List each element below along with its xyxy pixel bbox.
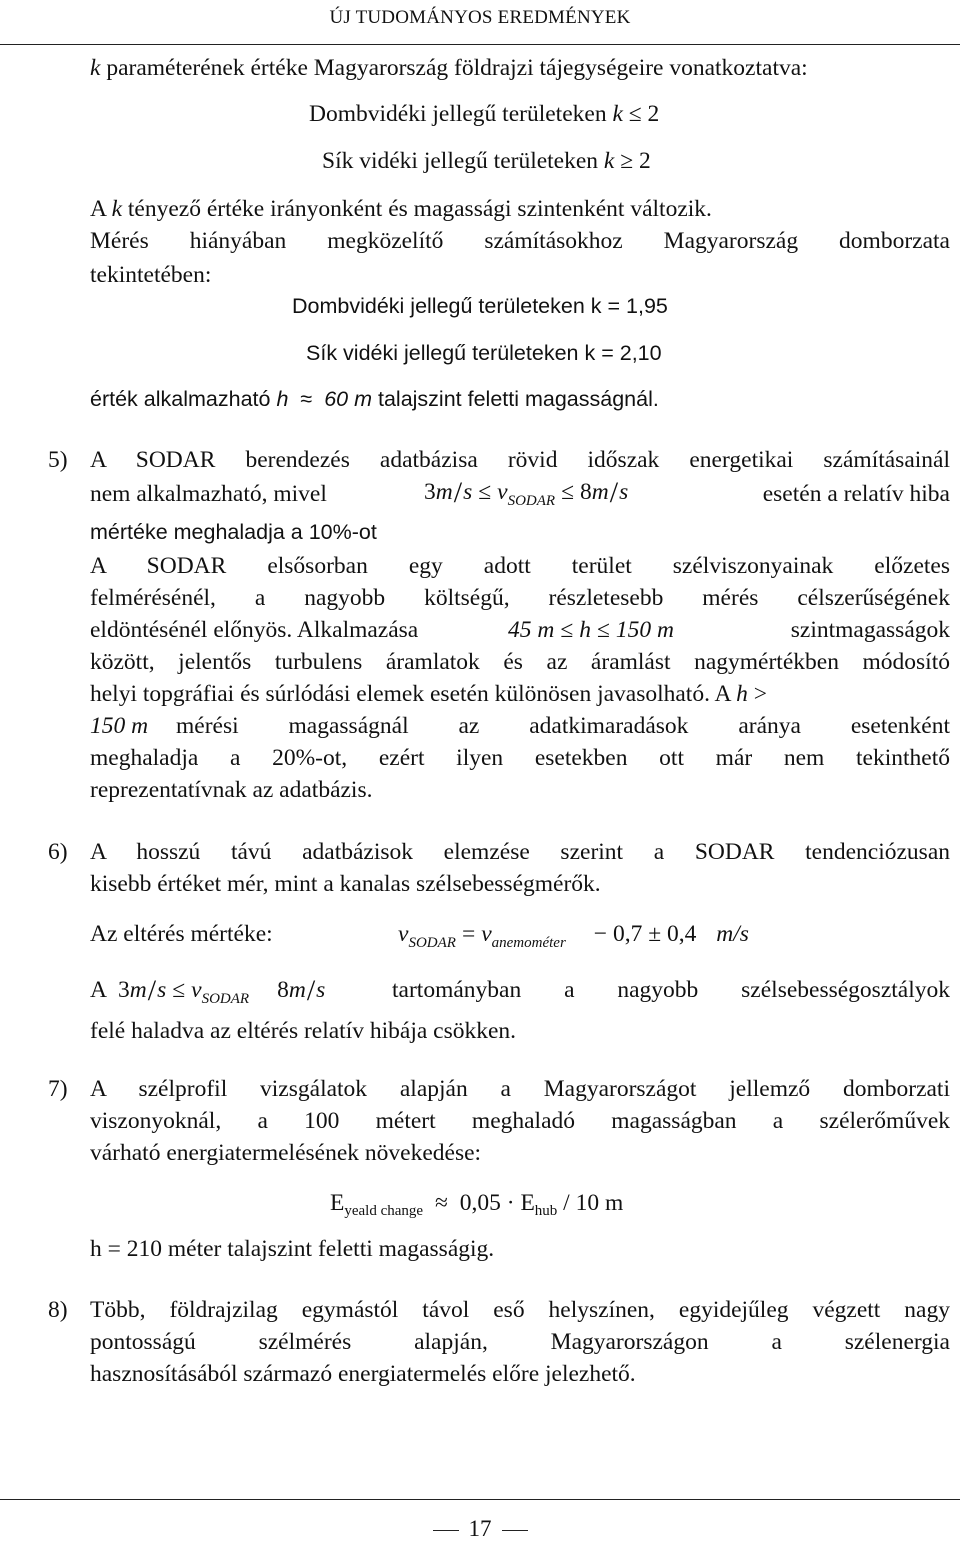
footer-rule — [0, 1499, 960, 1500]
item5-line: reprezentatívnak az adatbázis. — [90, 777, 373, 803]
item5-line: között, jelentős turbulens áramlatok és az áramlást nagymértékben módosító — [90, 649, 950, 675]
item5-line: mértéke meghaladja a 10%-ot — [90, 520, 377, 544]
k-sik-line: Sík vidéki jellegű területeken k ≥ 2 — [322, 148, 651, 174]
paragraph-line: A k tényező értéke irányonként és magassági szintenként változik. — [90, 196, 712, 222]
running-header: ÚJ TUDOMÁNYOS EREDMÉNYEK — [329, 7, 631, 28]
deviation-formula: $v_{SODAR} = v_{anemométer} - 0,7 \pm 0,4$ m/s — [398, 921, 749, 951]
item-number-7: 7) — [48, 1076, 68, 1102]
item5-line: felmérésénél, a nagyobb költségű, részletesebb mérés célszerűségének — [90, 585, 950, 611]
item5-line: 150 m — [90, 713, 149, 739]
k-domb-value-line: Dombvidéki jellegű területeken k = 1,95 — [292, 294, 668, 318]
item7-line: várható energiatermelésének növekedése: — [90, 1140, 482, 1166]
item6-range-start: A — [90, 977, 107, 1003]
item-number-8: 8) — [48, 1297, 68, 1323]
k-dombvideki-line: Dombvidéki jellegű területeken k ≤ 2 — [309, 101, 660, 127]
page-number: 17 — [0, 1516, 960, 1542]
item7-line: viszonyoknál, a 100 métert meghaladó magasságban a szélerőművek — [90, 1108, 950, 1134]
item5-line-end: szintmagasságok — [790, 617, 950, 643]
range-formula: $3m/s \le v_{SODAR}$ 8m/s — [118, 974, 326, 1007]
item7-line: A szélprofil vizsgálatok alapján a Magyarországot jellemző domborzati — [90, 1076, 950, 1102]
paragraph-line: k paraméterének értéke Magyarország földrajzi tájegységeire vonatkoztatva: — [90, 55, 808, 81]
item5-line: A SODAR berendezés adatbázisa rövid időszak energetikai számításainál — [90, 447, 950, 473]
item5-line-end: esetén a relatív hiba — [762, 481, 950, 507]
paragraph-line: Mérés hiányában megközelítő számításokhoz Magyarország domborzata — [90, 228, 950, 254]
item-number-6: 6) — [48, 839, 68, 865]
item8-line: Több, földrajzilag egymástól távol eső helyszínen, egyidejűleg végzett nagy — [90, 1297, 950, 1323]
ertek-line: érték alkalmazható h ≈ 60 m talajszint feletti magasságnál. — [90, 387, 659, 411]
item5-line: A SODAR elsősorban egy adott terület szélviszonyainak előzetes — [90, 553, 950, 579]
energy-formula: $E_{yeald change} \approx 0,05 \cdot E_{hub} / 10$ m — [330, 1190, 624, 1219]
item5-line: mérési magasságnál az adatkimaradások aránya esetenként — [176, 713, 950, 739]
k-sik-value-line: Sík vidéki jellegű területeken k = 2,10 — [306, 341, 662, 365]
item6-line: kisebb értéket mér, mint a kanalas szélsebességmérők. — [90, 871, 601, 897]
item8-line: hasznosításából származó energiatermelés előre jelezhető. — [90, 1361, 636, 1387]
item-number-5: 5) — [48, 447, 68, 473]
item5-line: nem alkalmazható, mivel — [90, 481, 327, 507]
height-range-formula: 45 m ≤ h ≤ 150 m — [508, 617, 675, 643]
paragraph-line: tekintetében: — [90, 262, 212, 288]
item6-line: tartományban a nagyobb szélsebességosztályok — [392, 977, 950, 1003]
elteres-label: Az eltérés mértéke: — [90, 921, 273, 947]
item6-line: felé haladva az eltérés relatív hibája csökken. — [90, 1018, 517, 1044]
item5-line: eldöntésénél előnyös. Alkalmazása — [90, 617, 419, 643]
item7-line: h = 210 méter talajszint feletti magasságig. — [90, 1236, 495, 1262]
item6-line: A hosszú távú adatbázisok elemzése szerint a SODAR tendenciózusan — [90, 839, 950, 865]
sodar-range-formula: $3m/s \le v_{SODAR} \le 8m/s$ — [424, 476, 629, 509]
item5-line: helyi topgráfiai és súrlódási elemek esetén különösen javasolható. A h > — [90, 681, 767, 707]
header-rule — [0, 44, 960, 45]
item8-line: pontosságú szélmérés alapján, Magyarországon a szélenergia — [90, 1329, 950, 1355]
item5-line: meghaladja a 20%-ot, ezért ilyen esetekben ott már nem tekinthető — [90, 745, 950, 771]
